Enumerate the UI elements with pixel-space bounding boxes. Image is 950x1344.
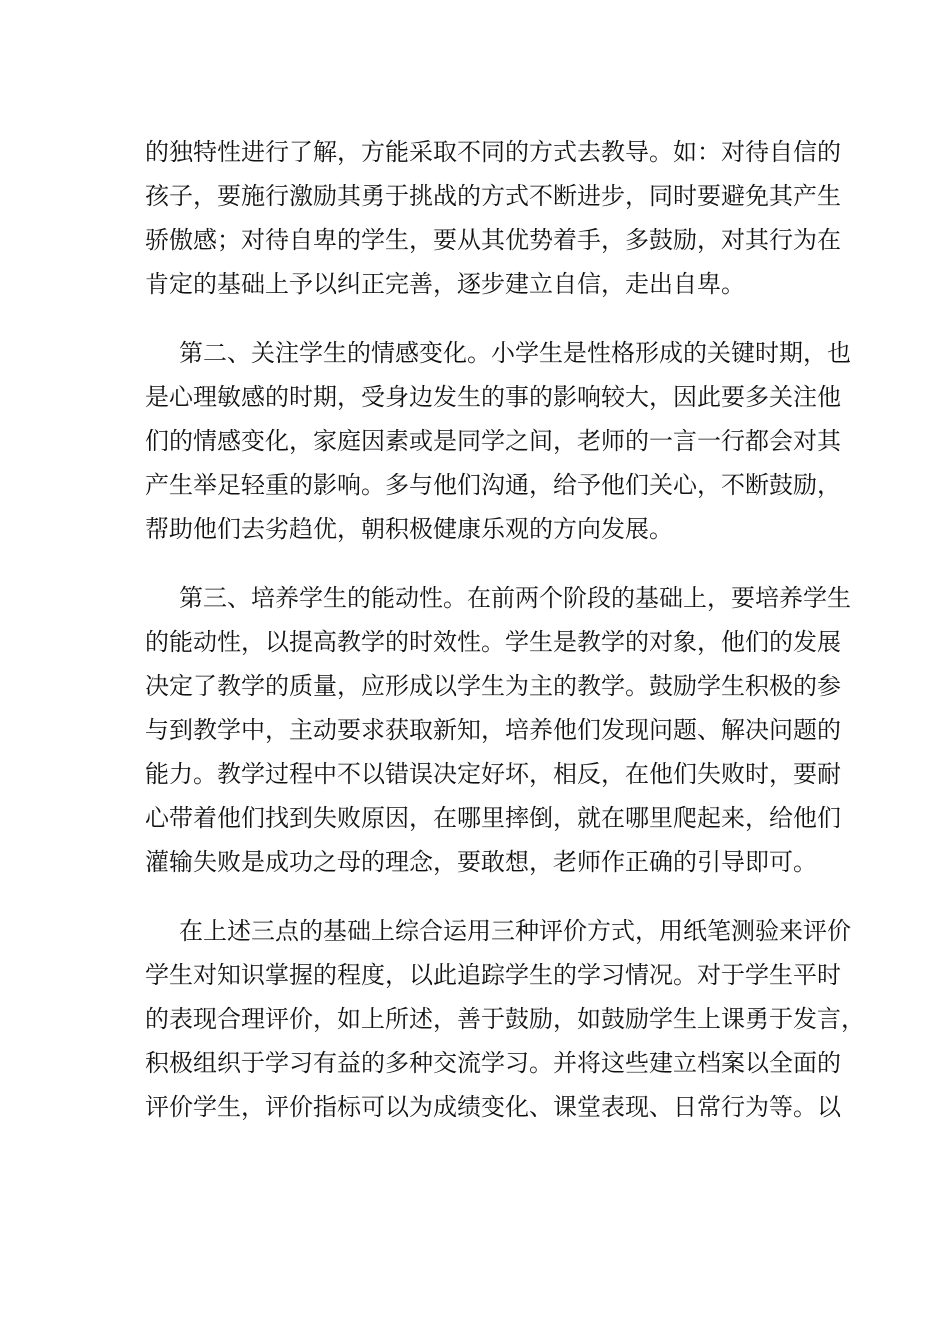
text-line: 评价学生，评价指标可以为成绩变化、课堂表现、日常行为等。以 <box>145 1093 841 1121</box>
text-line: 能力。教学过程中不以错误决定好坏，相反，在他们失败时，要耐 <box>145 760 841 788</box>
text-line: 们的情感变化，家庭因素或是同学之间，老师的一言一行都会对其 <box>145 427 841 455</box>
text-line: 学生对知识掌握的程度，以此追踪学生的学习情况。对于学生平时 <box>145 961 841 989</box>
text-line: 决定了教学的质量，应形成以学生为主的教学。鼓励学生积极的参 <box>145 672 841 700</box>
paragraph-2 <box>145 331 851 551</box>
paragraph-1 <box>145 130 841 306</box>
text-line: 的表现合理评价，如上所述，善于鼓励，如鼓励学生上课勇于发言， <box>145 1005 865 1033</box>
paragraph-3 <box>145 576 851 884</box>
text-line: 第三、培养学生的能动性。在前两个阶段的基础上，要培养学生 <box>179 584 851 612</box>
text-line: 与到教学中，主动要求获取新知，培养他们发现问题、解决问题的 <box>145 716 841 744</box>
text-line: 心带着他们找到失败原因，在哪里摔倒，就在哪里爬起来，给他们 <box>145 804 841 832</box>
text-line: 积极组织于学习有益的多种交流学习。并将这些建立档案以全面的 <box>145 1049 841 1077</box>
text-line: 是心理敏感的时期，受身边发生的事的影响较大，因此要多关注他 <box>145 383 841 411</box>
text-line: 肯定的基础上予以纠正完善，逐步建立自信，走出自卑。 <box>145 270 745 298</box>
text-line: 孩子，要施行激励其勇于挑战的方式不断进步，同时要避免其产生 <box>145 182 841 210</box>
paragraph-4 <box>145 909 865 1129</box>
text-line: 产生举足轻重的影响。多与他们沟通，给予他们关心，不断鼓励， <box>145 471 841 499</box>
text-line: 骄傲感；对待自卑的学生，要从其优势着手，多鼓励，对其行为在 <box>145 226 841 254</box>
text-line: 在上述三点的基础上综合运用三种评价方式，用纸笔测验来评价 <box>179 917 851 945</box>
document-body <box>145 130 865 1154</box>
text-line: 的能动性，以提高教学的时效性。学生是教学的对象，他们的发展 <box>145 628 841 656</box>
text-line: 第二、关注学生的情感变化。小学生是性格形成的关键时期，也 <box>179 339 851 367</box>
text-line: 帮助他们去劣趋优，朝积极健康乐观的方向发展。 <box>145 515 673 543</box>
text-line: 灌输失败是成功之母的理念，要敢想，老师作正确的引导即可。 <box>145 848 817 876</box>
text-line: 的独特性进行了解，方能采取不同的方式去教导。如：对待自信的 <box>145 138 841 166</box>
